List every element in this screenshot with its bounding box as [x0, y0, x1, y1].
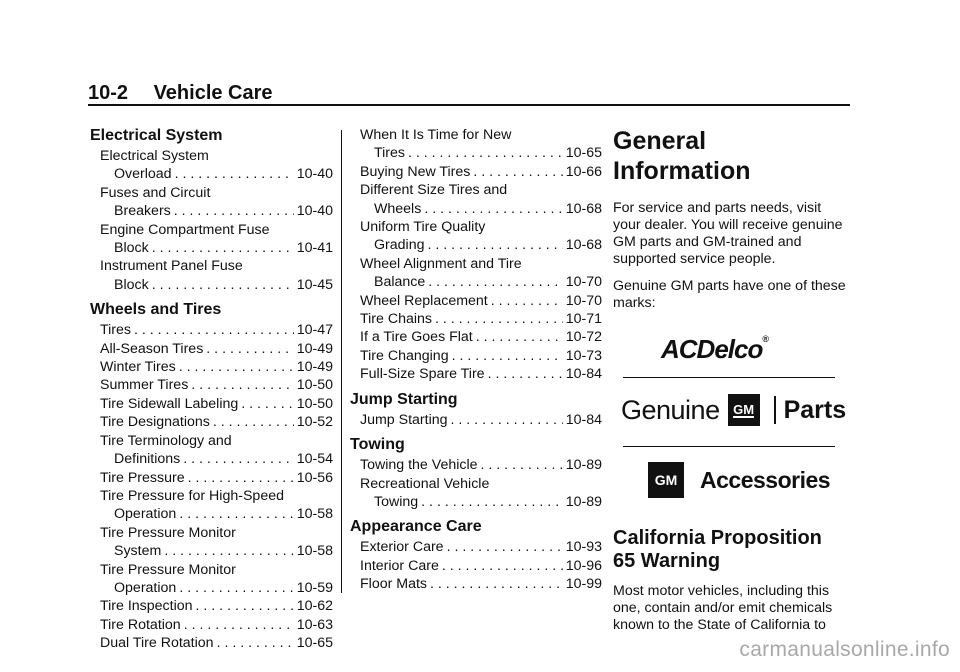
toc-page-number: 10-89 — [565, 493, 602, 510]
toc-page-number: 10-72 — [565, 329, 602, 346]
dot-leader — [213, 413, 294, 431]
toc-entry-title: Tire Pressure Monitor — [100, 561, 236, 578]
toc-page-number: 10-68 — [565, 200, 602, 217]
page-header — [88, 82, 273, 105]
toc-entry-label: Breakers — [114, 203, 171, 220]
toc-section-heading: Wheels and Tires — [90, 301, 222, 319]
toc-entry[interactable] — [350, 310, 602, 328]
toc-entry[interactable] — [350, 126, 602, 163]
dot-leader — [174, 202, 294, 220]
toc-page-number: 10-84 — [565, 366, 602, 383]
dot-leader — [188, 469, 294, 487]
toc-entry[interactable] — [90, 469, 333, 487]
toc-section-heading: Towing — [350, 436, 405, 454]
toc-entry-label: Towing — [374, 493, 419, 510]
dot-leader — [430, 575, 563, 593]
dot-leader — [491, 292, 563, 310]
toc-entry-label: Tire Chains — [360, 311, 433, 328]
toc-entry[interactable] — [90, 597, 333, 615]
toc-entry[interactable] — [90, 340, 333, 358]
dot-leader — [241, 395, 293, 413]
dot-leader — [427, 236, 562, 254]
toc-section-heading: Electrical System — [90, 127, 223, 144]
dot-leader — [421, 493, 563, 511]
toc-entry-label: Tire Inspection — [100, 598, 193, 615]
gm-badge-icon-2 — [648, 462, 684, 498]
toc-page-number: 10-40 — [296, 166, 333, 183]
dot-leader — [488, 365, 563, 383]
dot-leader — [217, 634, 294, 652]
toc-column-2 — [350, 126, 602, 594]
dot-leader — [435, 310, 563, 328]
acdelco-logo — [661, 334, 768, 365]
toc-entry[interactable] — [90, 487, 333, 524]
toc-section-heading: Appearance Care — [350, 518, 482, 536]
toc-entry-label: Wheels — [374, 200, 422, 217]
toc-entry-title: Tire Pressure Monitor — [100, 524, 236, 541]
toc-entry[interactable] — [90, 257, 333, 294]
toc-page-number: 10-52 — [296, 414, 333, 431]
toc-entry[interactable] — [350, 365, 602, 383]
toc-column-1 — [90, 126, 333, 653]
accessories-text: Accessories — [700, 466, 831, 493]
toc-page-number: 10-96 — [565, 557, 602, 574]
dot-leader — [473, 163, 562, 181]
toc-entry-label: Overload — [114, 166, 172, 183]
toc-entry-label: Tire Rotation — [100, 616, 181, 633]
dot-leader — [152, 276, 294, 294]
dot-leader — [164, 542, 293, 560]
toc-entry-label: Block — [114, 240, 149, 257]
dot-leader — [191, 376, 293, 394]
dot-leader — [476, 328, 563, 346]
dot-leader — [179, 579, 293, 597]
genuine-text: Genuine — [621, 394, 720, 425]
toc-page-number: 10-68 — [565, 237, 602, 254]
toc-entry[interactable] — [350, 328, 602, 346]
toc-entry[interactable] — [350, 575, 602, 593]
toc-entry-label: Tire Designations — [100, 414, 210, 431]
toc-page-number: 10-58 — [296, 506, 333, 523]
gm-marks — [613, 322, 848, 527]
column-divider — [341, 130, 342, 593]
toc-page-number: 10-41 — [296, 240, 333, 257]
toc-page-number: 10-45 — [296, 276, 333, 293]
toc-entry-label: System — [114, 543, 162, 560]
toc-entry-label: Summer Tires — [100, 377, 189, 394]
toc-entry-title: Tire Pressure for High-Speed — [100, 487, 284, 504]
toc-page-number: 10-54 — [296, 451, 333, 468]
toc-entry-title: Wheel Alignment and Tire — [360, 255, 522, 272]
gm-badge-text: GM — [733, 401, 755, 417]
california-prop65-paragraph: Most motor vehicles, including this one, contain and/or emit chemicals known to the State of California to — [613, 583, 833, 633]
toc-entry[interactable] — [350, 347, 602, 365]
chapter-title: Vehicle Care — [153, 82, 273, 104]
header-rule — [88, 104, 850, 106]
toc-entry[interactable] — [90, 561, 333, 598]
toc-entry-label: Buying New Tires — [360, 163, 471, 180]
toc-entry[interactable] — [350, 255, 602, 292]
toc-page-number: 10-99 — [565, 576, 602, 593]
dot-leader — [175, 165, 294, 183]
dot-leader — [179, 358, 294, 376]
toc-entry-label: Tire Changing — [360, 347, 449, 364]
toc-entry[interactable] — [350, 218, 602, 255]
toc-entry-label: All-Season Tires — [100, 340, 204, 357]
toc-entry-label: Block — [114, 276, 149, 293]
dot-leader — [451, 411, 563, 429]
toc-entry[interactable] — [350, 557, 602, 575]
genuine-gm-parts-logo — [621, 390, 846, 430]
dot-leader — [183, 450, 293, 468]
toc-page-number: 10-63 — [296, 616, 333, 633]
toc-page-number: 10-93 — [565, 539, 602, 556]
toc-entry-label: Operation — [114, 506, 177, 523]
california-prop65-heading: California Proposition 65 Warning — [613, 527, 822, 572]
toc-entry[interactable] — [90, 358, 333, 376]
toc-entry[interactable] — [90, 634, 333, 652]
toc-entry[interactable] — [350, 292, 602, 310]
toc-entry-title: Fuses and Circuit — [100, 184, 211, 201]
dot-leader — [179, 505, 293, 523]
toc-entry-title: Engine Compartment Fuse — [100, 221, 270, 238]
toc-page-number: 10-70 — [565, 274, 602, 291]
toc-entry-label: Towing the Vehicle — [360, 457, 478, 474]
toc-page-number: 10-49 — [296, 340, 333, 357]
toc-entry-label: Tire Pressure — [100, 469, 185, 486]
toc-page-number: 10-47 — [296, 322, 333, 339]
toc-entry[interactable] — [350, 456, 602, 474]
toc-page-number: 10-49 — [296, 359, 333, 376]
toc-entry-label: Jump Starting — [360, 411, 448, 428]
toc-entry[interactable] — [90, 616, 333, 634]
toc-entry-label: Wheel Replacement — [360, 292, 488, 309]
toc-entry-title: Uniform Tire Quality — [360, 219, 486, 236]
dot-leader — [452, 347, 563, 365]
logo-separator — [774, 396, 776, 424]
toc-page-number: 10-89 — [565, 457, 602, 474]
acdelco-logo-text: ACDelco — [661, 334, 763, 364]
toc-entry-title: Tire Terminology and — [100, 432, 232, 449]
toc-entry-title: Instrument Panel Fuse — [100, 258, 243, 275]
toc-entry-label: Operation — [114, 579, 177, 596]
toc-entry-label: Tire Sidewall Labeling — [100, 395, 239, 412]
toc-page-number: 10-66 — [565, 163, 602, 180]
toc-page-number: 10-59 — [296, 579, 333, 596]
toc-entry[interactable] — [90, 147, 333, 184]
dot-leader — [184, 616, 294, 634]
general-information-heading: General Information — [613, 127, 751, 185]
dot-leader — [447, 538, 563, 556]
toc-page-number: 10-73 — [565, 347, 602, 364]
toc-entry[interactable] — [90, 376, 333, 394]
logo-divider-2 — [623, 446, 835, 447]
toc-entry-label: Dual Tire Rotation — [100, 635, 214, 652]
toc-entry[interactable] — [90, 395, 333, 413]
toc-entry-title: Different Size Tires and — [360, 182, 508, 199]
toc-entry-label: Exterior Care — [360, 539, 444, 556]
gm-accessories-logo — [648, 462, 830, 498]
toc-entry-label: Grading — [374, 237, 425, 254]
toc-page-number: 10-71 — [565, 311, 602, 328]
marks-paragraph: Genuine GM parts have one of these marks: — [613, 278, 846, 311]
toc-page-number: 10-58 — [296, 543, 333, 560]
toc-entry-label: Full-Size Spare Tire — [360, 366, 485, 383]
gm-badge-icon — [728, 394, 760, 426]
toc-section-heading: Jump Starting — [350, 390, 458, 408]
logo-divider-1 — [623, 377, 835, 378]
toc-entry[interactable] — [90, 413, 333, 431]
toc-page-number: 10-70 — [565, 292, 602, 309]
dot-leader — [134, 321, 294, 339]
toc-entry-label: Definitions — [114, 451, 181, 468]
dot-leader — [442, 557, 563, 575]
dot-leader — [428, 273, 562, 291]
toc-entry-label: Tires — [100, 322, 132, 339]
toc-page-number: 10-40 — [296, 203, 333, 220]
toc-page-number: 10-50 — [296, 377, 333, 394]
toc-entry[interactable] — [90, 321, 333, 339]
toc-entry[interactable] — [90, 221, 333, 258]
toc-page-number: 10-50 — [296, 395, 333, 412]
toc-entry-label: Tires — [374, 145, 406, 162]
toc-entry[interactable] — [350, 411, 602, 429]
general-information-column — [613, 126, 848, 644]
toc-entry[interactable] — [90, 432, 333, 469]
dot-leader — [408, 144, 563, 162]
toc-page-number: 10-62 — [296, 598, 333, 615]
parts-text: Parts — [783, 395, 847, 424]
toc-entry[interactable] — [350, 163, 602, 181]
toc-entry[interactable] — [350, 181, 602, 218]
toc-entry[interactable] — [90, 184, 333, 221]
toc-page-number: 10-65 — [565, 145, 602, 162]
toc-entry-label: If a Tire Goes Flat — [360, 329, 473, 346]
toc-entry[interactable] — [90, 524, 333, 561]
toc-entry-title: When It Is Time for New — [360, 127, 512, 143]
toc-entry[interactable] — [350, 475, 602, 512]
dot-leader — [481, 456, 563, 474]
toc-page-number: 10-56 — [296, 469, 333, 486]
toc-entry-title: Electrical System — [100, 148, 209, 164]
toc-page-number: 10-65 — [296, 635, 333, 652]
dot-leader — [152, 239, 294, 257]
acdelco-reg-mark: ® — [762, 334, 768, 344]
toc-entry-title: Recreational Vehicle — [360, 475, 490, 492]
toc-entry[interactable] — [350, 538, 602, 556]
toc-entry-label: Interior Care — [360, 557, 439, 574]
dot-leader — [424, 200, 562, 218]
toc-entry-label: Balance — [374, 274, 426, 291]
page-number: 10-2 — [88, 82, 129, 104]
toc-entry-label: Winter Tires — [100, 359, 176, 376]
watermark: carmanualsonline.info — [739, 638, 950, 661]
toc-entry-label: Floor Mats — [360, 576, 428, 593]
dot-leader — [196, 597, 294, 615]
service-paragraph: For service and parts needs, visit your dealer. You will receive genuine GM parts and GM-trained and supported service people. — [613, 200, 843, 267]
dot-leader — [206, 340, 293, 358]
toc-page-number: 10-84 — [565, 411, 602, 428]
gm-badge-text-2: GM — [654, 472, 678, 488]
